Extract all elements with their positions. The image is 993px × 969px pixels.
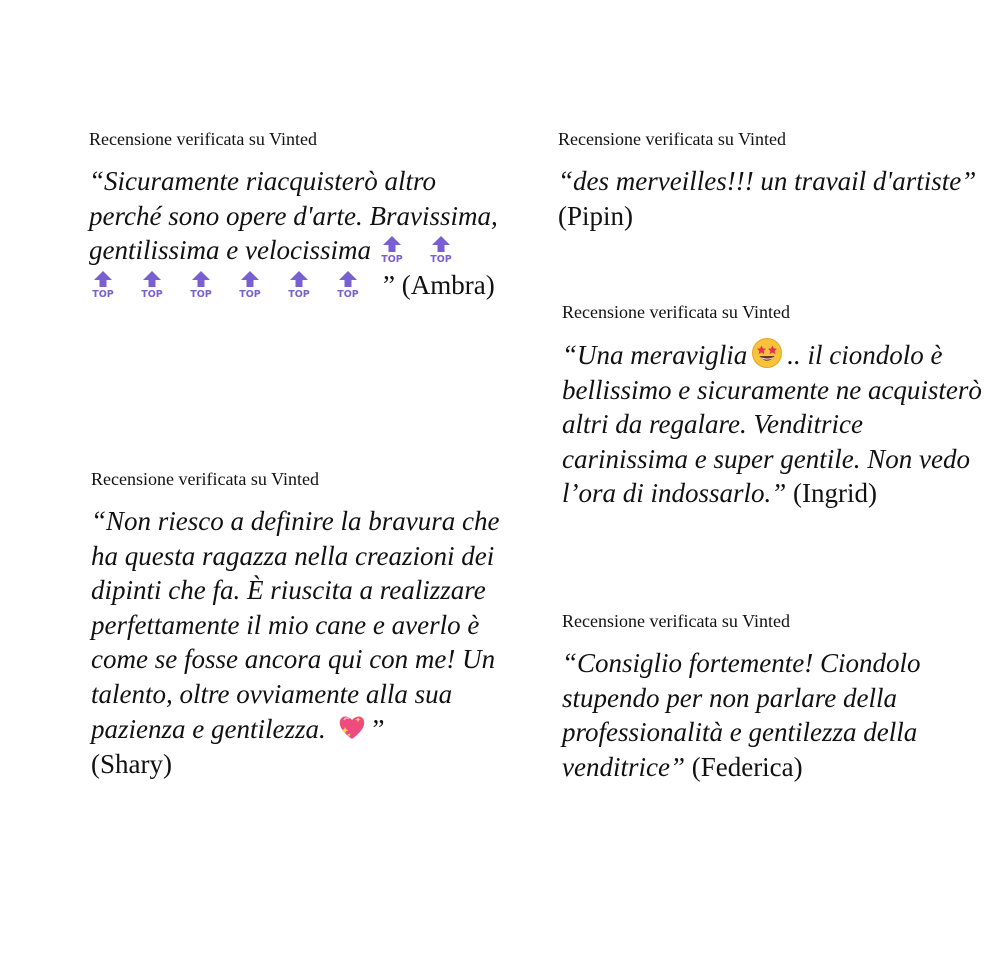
review-author: (Ingrid): [786, 478, 878, 508]
review-quote: [91, 504, 511, 781]
sparkling-heart-emoji-icon: [336, 711, 368, 743]
top-arrow-icon: [378, 235, 406, 263]
top-badge-label: TOP: [380, 254, 403, 263]
quote-text: “Consiglio fortemente! Ciondolo stupendo per non parlare della professionalità e gentilezza della venditrice”: [562, 648, 921, 782]
quote-text: “des merveilles!!! un travail d'artiste”: [558, 166, 977, 196]
review-pipin: [558, 128, 978, 233]
review-federica: [562, 610, 982, 784]
top-badge-label: TOP: [337, 288, 359, 298]
review-quote: [562, 646, 982, 784]
quote-text-continued: .. il ciondolo è bellissimo e sicuramente ne acquisterò altri da regalare. Venditrice carinissima e super gentile. Non vedo l’ora di indossarlo.”: [562, 340, 982, 508]
review-author: (Pipin): [558, 200, 634, 231]
review-label: Recensione verificata su Vinted: [562, 611, 791, 631]
top-badge-label: TOP: [190, 288, 212, 298]
review-shary: [91, 468, 511, 781]
quote-close: ”: [383, 269, 395, 300]
review-label: Recensione verificata su Vinted: [89, 129, 318, 149]
review-label: Recensione verificata su Vinted: [562, 302, 791, 322]
quote-text: “Sicuramente riacquisterò altro perché sono opere d'arte. Bravissima, gentilissima e velocissima: [89, 166, 498, 265]
top-badge-label: TOP: [429, 254, 452, 263]
top-arrow-icon: [187, 270, 215, 298]
review-ingrid: [562, 301, 982, 511]
top-arrow-icon: [427, 235, 455, 263]
quote-close: ”: [372, 714, 385, 744]
top-arrow-icon: [285, 270, 313, 298]
top-arrow-icon: [89, 270, 117, 298]
review-quote: [562, 337, 982, 511]
review-author: (Federica): [684, 751, 803, 782]
review-ambra: [89, 128, 509, 302]
top-badge-label: TOP: [288, 288, 310, 298]
review-quote: [89, 164, 509, 302]
top-badge-label: TOP: [239, 288, 261, 298]
review-author: (Shary): [91, 748, 172, 779]
top-badge-label: TOP: [92, 288, 114, 298]
star-struck-emoji-icon: [751, 337, 783, 369]
quote-text: “Una meraviglia: [562, 340, 748, 370]
review-author: (Ambra): [394, 269, 495, 300]
review-quote: [558, 164, 978, 233]
review-label: Recensione verificata su Vinted: [558, 129, 787, 149]
quote-text: “Non riesco a definire la bravura che ha questa ragazza nella creazioni dei dipinti che fa. È riuscita a realizzare perfettamente il mio cane e averlo è come se fosse ancora qui con me! Un talento, oltre ovviamente alla sua pazienza e gentilezza.: [91, 506, 500, 744]
review-label: Recensione verificata su Vinted: [91, 469, 320, 489]
top-arrow-icon: [236, 270, 264, 298]
top-arrow-icon: [334, 270, 362, 298]
top-arrow-icon: [138, 270, 166, 298]
top-badge-label: TOP: [141, 288, 163, 298]
